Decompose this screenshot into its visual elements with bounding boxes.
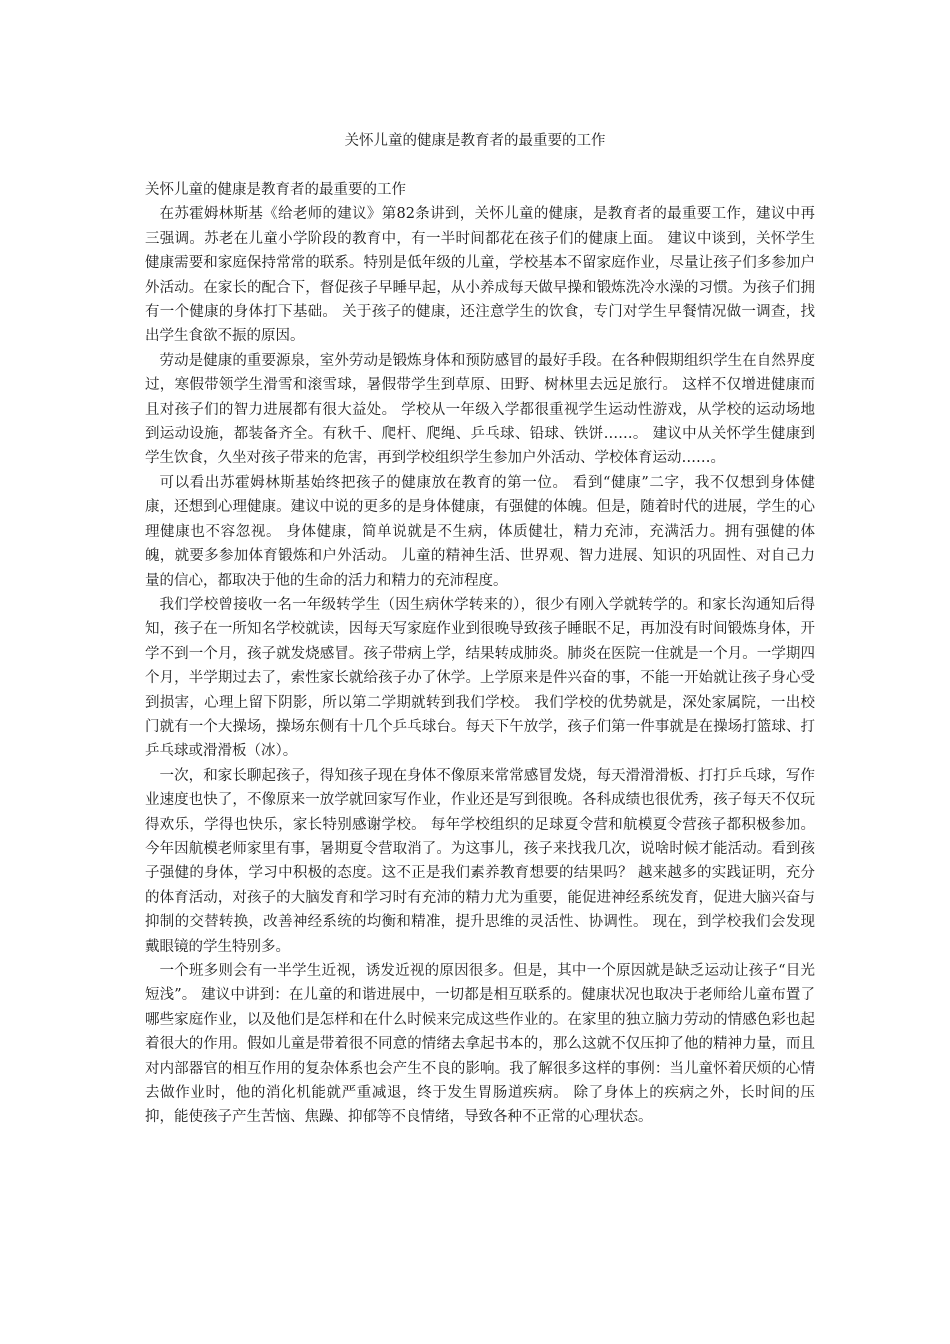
paragraph: 一个班多则会有一半学生近视，诱发近视的原因很多。但是，其中一个原因就是缺乏运动让孩子“目光短浅”。 建议中讲到：在儿童的和谐进展中，一切都是相互联系的。健康状况也取决于老师给儿童布置了哪些家庭作业，以及他们是怎样和在什么时候来完成这些作业的。在家里的独立脑力劳动的情感色彩也起着很大的作用。假如儿童是带着很不同意的情绪去拿起书本的，那么这就不仅压抑了他的精神力量，而且对内部器官的相互作用的复杂体系也会产生不良的影响。我了解很多这样的事例：当儿童怀着厌烦的心情去做作业时，他的消化机能就严重减退，终于发生胃肠道疾病。 除了身体上的疾病之外，长时间的压抑，能使孩子产生苦恼、焦躁、抑郁等不良情绪，导致各种不正常的心理状态。 [145, 963, 815, 1126]
paragraph: 我们学校曾接收一名一年级转学生（因生病休学转来的），很少有刚入学就转学的。和家长沟通知后得知，孩子在一所知名学校就读，因每天写家庭作业到很晚导致孩子睡眠不足，再加没有时间锻炼身体，开学不到一个月，孩子就发烧感冒。孩子带病上学，结果转成肺炎。肺炎在医院一住就是一个月。一学期四个月，半学期过去了，索性家长就给孩子办了休学。上学原来是件兴奋的事，不能一开始就让孩子身心受到损害，心理上留下阴影，所以第二学期就转到我们学校。 我们学校的优势就是，深处家属院，一出校门就有一个大操场，操场东侧有十几个乒乓球台。每天下午放学，孩子们第一件事就是在操场打篮球、打乒乓球或滑滑板（冰）。 [145, 596, 815, 760]
paragraph: 可以看出苏霍姆林斯基始终把孩子的健康放在教育的第一位。 看到“健康”二字，我不仅想到身体健康，还想到心理健康。建议中说的更多的是身体健康，有强健的体魄。但是，随着时代的进展，学生的心理健康也不容忽视。 身体健康，简单说就是不生病，体质健壮，精力充沛，充满活力。拥有强健的体魄，就要多参加体育锻炼和户外活动。 儿童的精神生活、世界观、智力进展、知识的巩固性、对自己力量的信心，都取决于他的生命的活力和精力的充沛程度。 [145, 474, 815, 589]
paragraph: 在苏霍姆林斯基《给老师的建议》第82条讲到，关怀儿童的健康，是教育者的最重要工作，建议中再三强调。苏老在儿童小学阶段的教育中，有一半时间都花在孩子们的健康上面。 建议中谈到，关怀学生健康需要和家庭保持常常的联系。特别是低年级的儿童，学校基本不留家庭作业，尽量让孩子们多参加户外活动。在家长的配合下，督促孩子早睡早起，从小养成每天做早操和锻炼洗冷水澡的习惯。为孩子们拥有一个健康的身体打下基础。 关于孩子的健康，还注意学生的饮食，专门对学生早餐情况做一调查，找出学生食欲不振的原因。 [145, 206, 815, 345]
section-heading: 关怀儿童的健康是教育者的最重要的工作 [145, 182, 406, 198]
document-title: 关怀儿童的健康是教育者的最重要的工作 [344, 133, 606, 149]
document-body [145, 178, 815, 1130]
paragraph: 劳动是健康的重要源泉，室外劳动是锻炼身体和预防感冒的最好手段。在各种假期组织学生在自然界度过，寒假带领学生滑雪和滚雪球，暑假带学生到草原、田野、树林里去远足旅行。 这样不仅增进健康而且对孩子们的智力进展都有很大益处。 学校从一年级入学都很重视学生运动性游戏，从学校的运动场地到运动设施，都装备齐全。有秋千、爬杆、爬绳、乒乓球、铅球、铁饼……。 建议中从关怀学生健康到学生饮食，久坐对孩子带来的危害，再到学校组织学生参加户外活动、学校体育运动……。 [145, 352, 815, 467]
paragraph: 一次，和家长聊起孩子，得知孩子现在身体不像原来常常感冒发烧，每天滑滑滑板、打打乒乓球，写作业速度也快了，不像原来一放学就回家写作业，作业还是写到很晚。各科成绩也很优秀，孩子每天不仅玩得欢乐，学得也快乐，家长特别感谢学校。 每年学校组织的足球夏令营和航模夏令营孩子都积极参加。今年因航模老师家里有事，暑期夏令营取消了。为这事儿，孩子来找我几次，说啥时候才能活动。看到孩子强健的身体，学习中积极的态度。这不正是我们素养教育想要的结果吗？ 越来越多的实践证明，充分的体育活动，对孩子的大脑发育和学习时有充沛的精力尤为重要，能促进神经系统发育，促进大脑兴奋与抑制的交替转换，改善神经系统的均衡和精准，提升思维的灵活性、协调性。 现在，到学校我们会发现戴眼镜的学生特别多。 [145, 767, 815, 955]
